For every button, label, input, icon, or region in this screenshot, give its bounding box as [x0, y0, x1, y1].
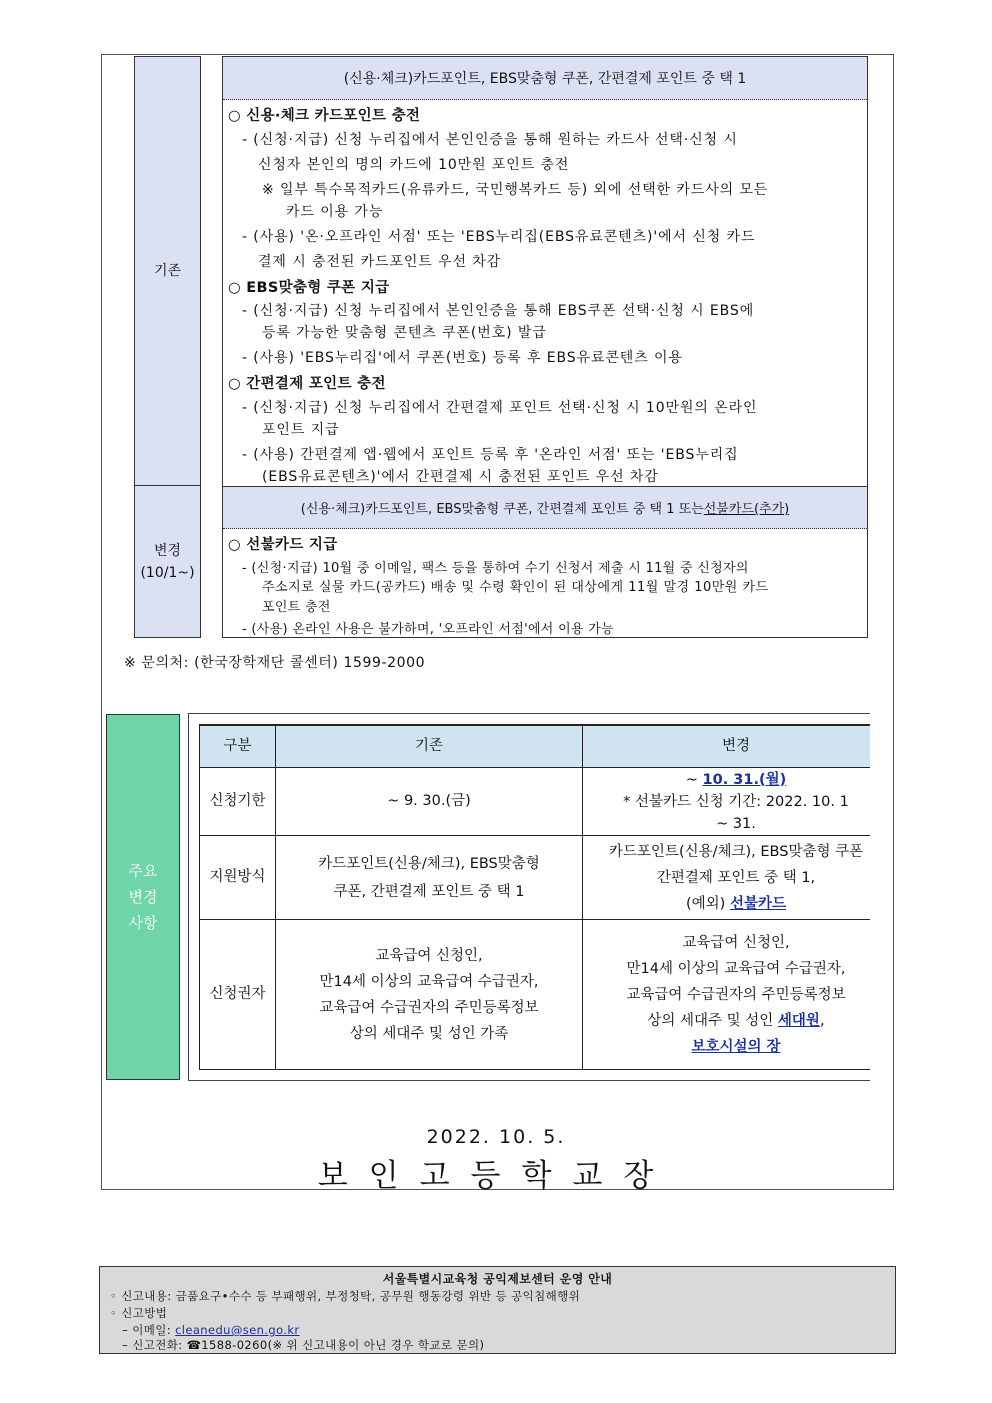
text: 만14세 이상의 교육급여 수급권자,: [626, 960, 846, 977]
cell-after: [583, 920, 871, 1070]
row-label: 신청권자: [200, 920, 276, 1070]
list-item-note: 카드 이용 가능: [286, 204, 384, 220]
text: 교육급여 수급권자의 주민등록정보: [626, 986, 846, 1003]
main-changes-label-line: 사항: [128, 914, 158, 932]
changed-label: [134, 485, 201, 638]
notice-line: – 신고전화: ☎1588-0260(※ 위 신고내용이 아닌 경우 학교로 문의): [122, 1338, 485, 1352]
changes-table-frame: [188, 713, 870, 1081]
list-item: 등록 가능한 맞춤형 콘텐츠 쿠폰(번호) 발급: [262, 325, 547, 341]
text: 간편결제 포인트 중 택 1,: [656, 869, 816, 886]
table-row: [200, 768, 871, 836]
col-header-changed: 변경: [583, 725, 871, 768]
list-item: - (신청·지급) 신청 누리집에서 본인인증을 통해 EBS쿠폰 선택·신청 시 EBS에: [242, 303, 755, 319]
changes-table: [199, 724, 870, 1070]
list-item: - (사용) 'EBS누리집'에서 쿠폰(번호) 등록 후 EBS유료콘텐츠 이용: [242, 350, 683, 366]
list-item: - (신청·지급) 10월 중 이메일, 팩스 등을 통하여 수기 신청서 제출 시 11월 중 신청자의: [242, 561, 749, 576]
list-item: - (사용) 온라인 사용은 불가하며, '오프라인 서점'에서 이용 가능: [242, 622, 614, 637]
prepaid-period-note: * 선불카드 신청 기간: 2022. 10. 1: [623, 793, 849, 810]
text: ,: [819, 1012, 825, 1029]
contact-info: ※ 문의처: (한국장학재단 콜센터) 1599-2000: [124, 655, 426, 671]
existing-label-text: 기존: [153, 263, 182, 279]
email-link[interactable]: cleanedu@sen.go.kr: [175, 1323, 300, 1337]
whistleblower-notice: [99, 1266, 896, 1354]
text: 쿠폰, 간편결제 포인트 중 택 1: [333, 883, 525, 900]
prepaid-period-note: ~ 31.: [716, 815, 756, 832]
section-easy-pay-heading: ○ 간편결제 포인트 충전: [228, 376, 386, 392]
section-credit-check-heading: ○ 신용·체크 카드포인트 충전: [228, 108, 421, 124]
notice-line: ◦ 신고방법: [110, 1306, 168, 1320]
list-item: - (사용) 간편결제 앱·웹에서 포인트 등록 후 '온라인 서점' 또는 'EBS누리집: [242, 447, 739, 463]
school-principal-signature: 보인고등학교장: [317, 1158, 675, 1194]
list-item: (EBS유료콘텐츠)'에서 간편결제 시 충전된 포인트 우선 차감: [262, 469, 659, 485]
prepaid-card-added-text: 선불카드(추가): [703, 502, 790, 517]
prepaid-card-highlight: 선불카드: [729, 895, 786, 912]
existing-label: [134, 56, 201, 486]
notice-title: 서울특별시교육청 공익제보센터 운영 안내: [382, 1272, 613, 1286]
list-item: - (신청·지급) 신청 누리집에서 본인인증을 통해 원하는 카드사 선택·신청 시: [242, 132, 738, 148]
notice-email-line: [122, 1322, 300, 1338]
text: 상의 세대주 및 성인: [647, 1012, 778, 1029]
shelter-head-highlight: 보호시설의 장: [691, 1038, 781, 1055]
text: 교육급여 수급권자의 주민등록정보: [319, 999, 539, 1016]
text: ~: [685, 771, 703, 788]
list-item: 결제 시 충전된 카드포인트 우선 차감: [258, 254, 502, 270]
cell-before: ~ 9. 30.(금): [276, 768, 583, 836]
text: 교육급여 신청인,: [682, 934, 790, 951]
list-item: 포인트 지급: [262, 422, 340, 438]
deadline-highlight: 10. 31.(월): [702, 771, 787, 788]
text: (예외): [686, 895, 730, 912]
changed-label-text: 변경: [153, 542, 182, 559]
text: 카드포인트(신용/체크), EBS맞춤형: [318, 855, 540, 872]
list-item: - (사용) '온·오프라인 서점' 또는 'EBS누리집(EBS유료콘텐츠)'에서 신청 카드: [242, 229, 756, 245]
notice-line: ◦ 신고내용: 금품요구•수수 등 부패행위, 부정청탁, 공무원 행동강령 위반 등 공익침해행위: [110, 1289, 581, 1303]
existing-header-text: (신용·체크)카드포인트, EBS맞춤형 쿠폰, 간편결제 포인트 중 택 1: [343, 71, 747, 87]
changed-label-date: (10/1~): [140, 564, 195, 581]
changed-header: [223, 487, 867, 529]
main-changes-label-line: 변경: [128, 888, 158, 906]
document-date: 2022. 10. 5.: [426, 1126, 566, 1148]
list-item: 주소지로 실물 카드(공카드) 배송 및 수령 확인이 된 대상에게 11월 말경 10만원 카드: [262, 580, 769, 595]
col-header-category: 구분: [200, 725, 276, 768]
list-item: - (신청·지급) 신청 누리집에서 간편결제 포인트 선택·신청 시 10만원의 온라인: [242, 400, 758, 416]
main-changes-label: [106, 714, 180, 1080]
changed-header-text: (신용·체크)카드포인트, EBS맞춤형 쿠폰, 간편결제 포인트 중 택 1 또는: [300, 502, 704, 517]
row-label: 신청기한: [200, 768, 276, 836]
list-item-note: ※ 일부 특수목적카드(유류카드, 국민행복카드 등) 외에 선택한 카드사의 모든: [262, 182, 769, 198]
table-row: [200, 836, 871, 920]
existing-header: [223, 57, 867, 100]
cell-after: [583, 836, 871, 920]
text: 상의 세대주 및 성인 가족: [349, 1025, 509, 1042]
household-member-highlight: 세대원: [777, 1012, 820, 1029]
text: 카드포인트(신용/체크), EBS맞춤형 쿠폰: [608, 843, 864, 860]
section-ebs-coupon-heading: ○ EBS맞춤형 쿠폰 지급: [228, 280, 390, 296]
col-header-existing: 기존: [276, 725, 583, 768]
text: 교육급여 신청인,: [375, 947, 483, 964]
row-label: 지원방식: [200, 836, 276, 920]
cell-before: [276, 920, 583, 1070]
section-prepaid-card-heading: ○ 선불카드 지급: [228, 537, 338, 553]
cell-after: [583, 768, 871, 836]
text: 만14세 이상의 교육급여 수급권자,: [319, 973, 539, 990]
notice-line: – 이메일:: [122, 1323, 176, 1337]
main-changes-label-line: 주요: [128, 862, 158, 880]
list-item: 신청자 본인의 명의 카드에 10만원 포인트 충전: [258, 157, 570, 173]
table-row: [200, 920, 871, 1070]
list-item: 포인트 충전: [262, 600, 331, 615]
cell-before: [276, 836, 583, 920]
